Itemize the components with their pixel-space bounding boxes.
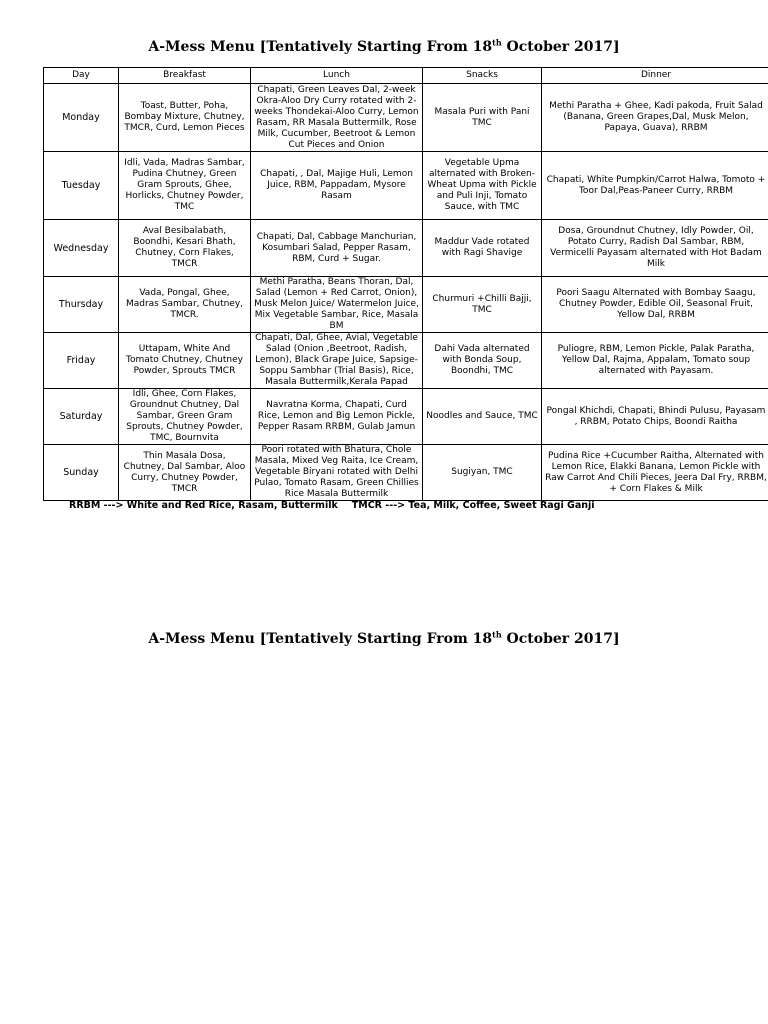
- dinner-cell: Pongal Khichdi, Chapati, Bhindi Pulusu, Payasam , RRBM, Potato Chips, Boondi Raitha: [542, 389, 768, 445]
- snacks-cell: Maddur Vade rotated with Ragi Shavige: [423, 220, 542, 277]
- column-header-dinner: Dinner: [542, 68, 768, 84]
- title-prefix: A-Mess Menu [Tentatively Starting From 18: [148, 39, 493, 55]
- breakfast-cell: Idli, Vada, Madras Sambar, Pudina Chutney, Green Gram Sprouts, Ghee, Horlicks, Chutney Powder, TMC: [119, 152, 251, 220]
- legend-tmcr: TMCR ---> Tea, Milk, Coffee, Sweet Ragi Ganji: [351, 500, 595, 511]
- table-row: [44, 220, 768, 277]
- day-cell: Friday: [44, 333, 119, 389]
- day-cell: Sunday: [44, 445, 119, 501]
- menu-table: [43, 67, 768, 501]
- table-row: [44, 445, 768, 501]
- page-title-repeat: [0, 630, 768, 648]
- snacks-cell: Sugiyan, TMC: [423, 445, 542, 501]
- lunch-cell: Methi Paratha, Beans Thoran, Dal, Salad (Lemon + Red Carrot, Onion), Musk Melon Juice/ Watermelon Juice, Mix Vegetable Sambar, Rice, Masala BM: [251, 277, 423, 333]
- day-cell: Thursday: [44, 277, 119, 333]
- title-suffix: October 2017]: [501, 631, 620, 647]
- breakfast-cell: Aval Besibalabath, Boondhi, Kesari Bhath, Chutney, Corn Flakes, TMCR: [119, 220, 251, 277]
- title-prefix: A-Mess Menu [Tentatively Starting From 18: [148, 631, 493, 647]
- snacks-cell: Dahi Vada alternated with Bonda Soup, Boondhi, TMC: [423, 333, 542, 389]
- legend-rrbm: RRBM ---> White and Red Rice, Rasam, Buttermilk: [69, 500, 338, 511]
- title-superscript: th: [492, 629, 502, 640]
- snacks-cell: Vegetable Upma alternated with Broken-Wheat Upma with Pickle and Puli Inji, Tomato Sauce, with TMC: [423, 152, 542, 220]
- table-row: [44, 277, 768, 333]
- lunch-cell: Chapati, , Dal, Majige Huli, Lemon Juice, RBM, Pappadam, Mysore Rasam: [251, 152, 423, 220]
- dinner-cell: Methi Paratha + Ghee, Kadi pakoda, Fruit Salad (Banana, Green Grapes,Dal, Musk Melon, Papaya, Guava), RRBM: [542, 84, 768, 152]
- day-cell: Wednesday: [44, 220, 119, 277]
- title-suffix: October 2017]: [501, 39, 620, 55]
- header-row: [44, 68, 768, 84]
- snacks-cell: Noodles and Sauce, TMC: [423, 389, 542, 445]
- breakfast-cell: Toast, Butter, Poha, Bombay Mixture, Chutney, TMCR, Curd, Lemon Pieces: [119, 84, 251, 152]
- dinner-cell: Dosa, Groundnut Chutney, Idly Powder, Oil, Potato Curry, Radish Dal Sambar, RBM, Vermicelli Payasam alternated with Hot Badam Milk: [542, 220, 768, 277]
- snacks-cell: Masala Puri with Pani TMC: [423, 84, 542, 152]
- title-superscript: th: [492, 37, 502, 48]
- column-header-breakfast: Breakfast: [119, 68, 251, 84]
- day-cell: Monday: [44, 84, 119, 152]
- column-header-snacks: Snacks: [423, 68, 542, 84]
- day-cell: Tuesday: [44, 152, 119, 220]
- dinner-cell: Chapati, White Pumpkin/Carrot Halwa, Tomoto + Toor Dal,Peas-Paneer Curry, RRBM: [542, 152, 768, 220]
- table-row: [44, 84, 768, 152]
- snacks-cell: Churmuri +Chilli Bajji, TMC: [423, 277, 542, 333]
- breakfast-cell: Thin Masala Dosa, Chutney, Dal Sambar, Aloo Curry, Chutney Powder, TMCR: [119, 445, 251, 501]
- dinner-cell: Puliogre, RBM, Lemon Pickle, Palak Paratha, Yellow Dal, Rajma, Appalam, Tomato soup alternated with Payasam.: [542, 333, 768, 389]
- column-header-lunch: Lunch: [251, 68, 423, 84]
- lunch-cell: Navratna Korma, Chapati, Curd Rice, Lemon and Big Lemon Pickle, Pepper Rasam RRBM, Gulab Jamun: [251, 389, 423, 445]
- lunch-cell: Chapati, Dal, Ghee, Avial, Vegetable Salad (Onion ,Beetroot, Radish, Lemon), Black Grape Juice, Sapsige-Soppu Sambhar (Trial Basis), Rice, Masala Buttermilk,Kerala Papad: [251, 333, 423, 389]
- dinner-cell: Poori Saagu Alternated with Bombay Saagu, Chutney Powder, Edible Oil, Seasonal Fruit, Yellow Dal, RRBM: [542, 277, 768, 333]
- lunch-cell: Poori rotated with Bhatura, Chole Masala, Mixed Veg Raita, Ice Cream, Vegetable Biryani rotated with Delhi Pulao, Tomato Rasam, Green Chillies Rice Masala Buttermilk: [251, 445, 423, 501]
- table-row: [44, 333, 768, 389]
- table-row: [44, 389, 768, 445]
- breakfast-cell: Uttapam, White And Tomato Chutney, Chutney Powder, Sprouts TMCR: [119, 333, 251, 389]
- lunch-cell: Chapati, Dal, Cabbage Manchurian, Kosumbari Salad, Pepper Rasam, RBM, Curd + Sugar.: [251, 220, 423, 277]
- dinner-cell: Pudina Rice +Cucumber Raitha, Alternated with Lemon Rice, Elakki Banana, Lemon Pickle with Raw Carrot And Chili Pieces, Jeera Dal Fry, RRBM, + Corn Flakes & Milk: [542, 445, 768, 501]
- table-row: [44, 152, 768, 220]
- breakfast-cell: Idli, Ghee, Corn Flakes, Groundnut Chutney, Dal Sambar, Green Gram Sprouts, Chutney Powder, TMC, Bournvita: [119, 389, 251, 445]
- page-title: [0, 38, 768, 56]
- abbreviation-legend: [69, 500, 595, 512]
- breakfast-cell: Vada, Pongal, Ghee, Madras Sambar, Chutney, TMCR.: [119, 277, 251, 333]
- day-cell: Saturday: [44, 389, 119, 445]
- lunch-cell: Chapati, Green Leaves Dal, 2-week Okra-Aloo Dry Curry rotated with 2-weeks Thondekai-Aloo Curry, Lemon Rasam, RR Masala Buttermilk, Rose Milk, Cucumber, Beetroot & Lemon Cut Pieces and Onion: [251, 84, 423, 152]
- column-header-day: Day: [44, 68, 119, 84]
